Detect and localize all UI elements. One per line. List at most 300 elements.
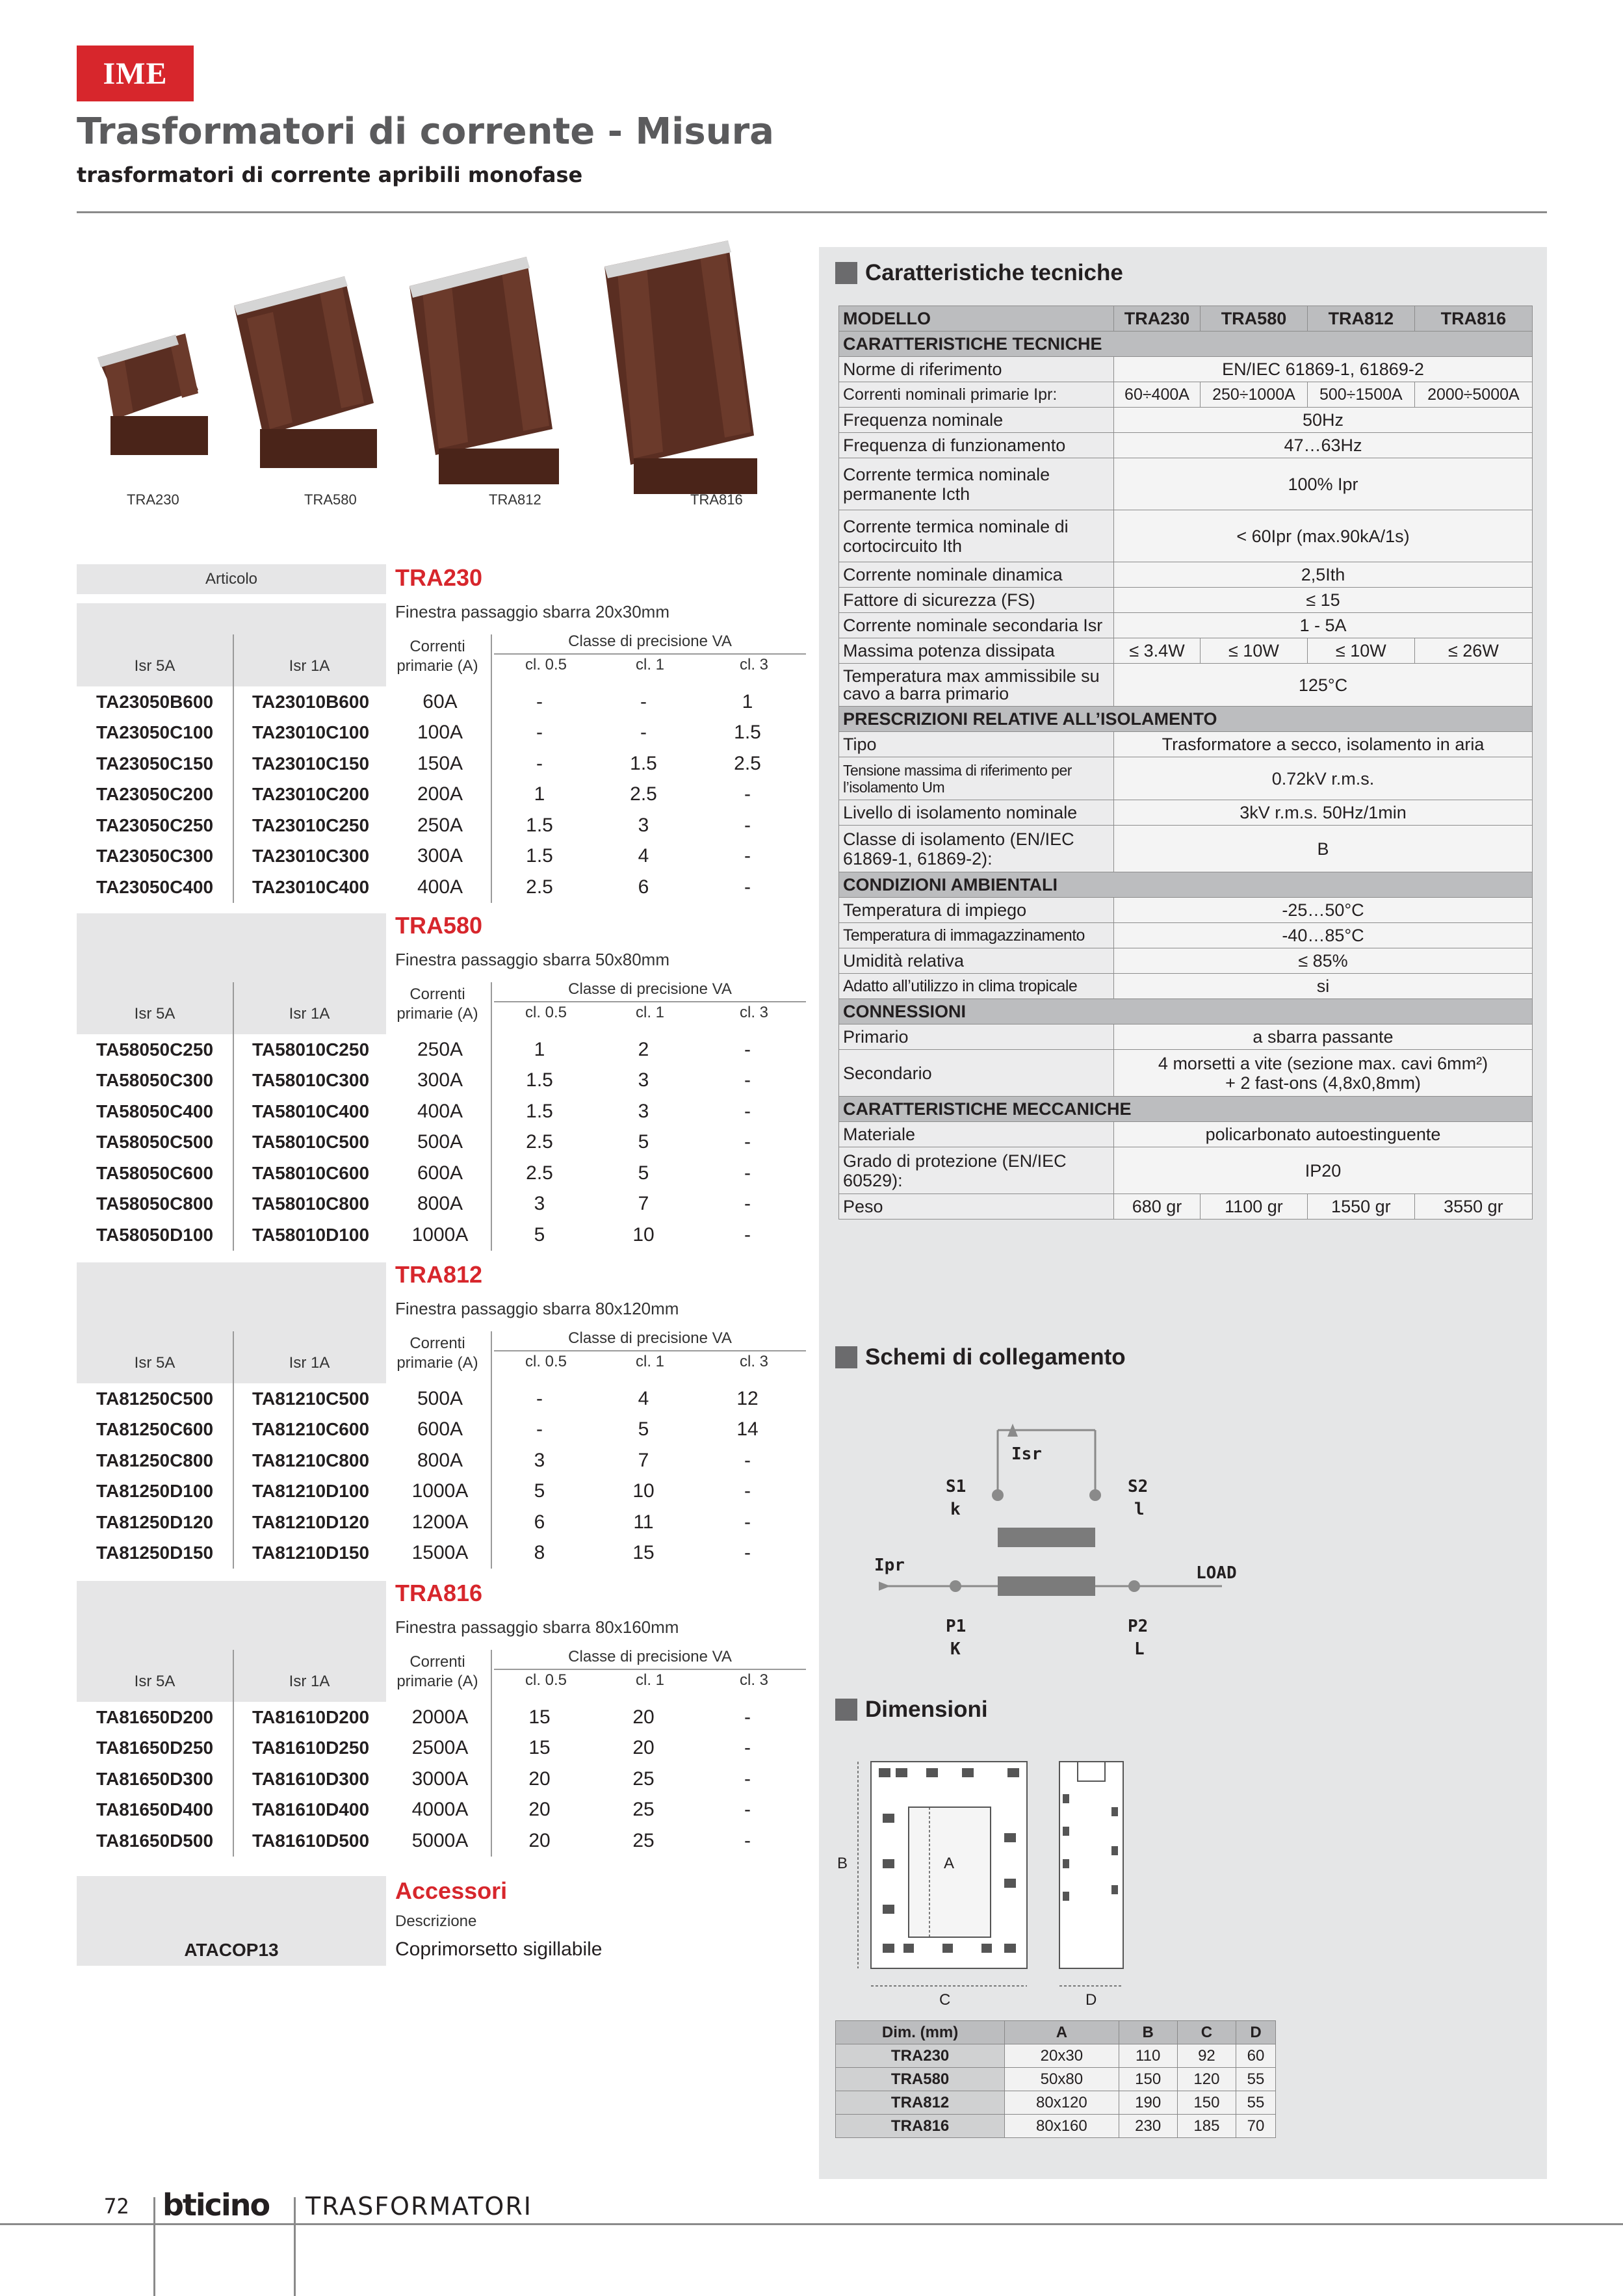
cl05-value: 2.5 (526, 876, 553, 898)
cl3-value: 14 (736, 1418, 759, 1441)
product-row (77, 1220, 811, 1251)
spec-value: 2,5Ith (1114, 562, 1533, 588)
dim-header-cell: A (1005, 2021, 1119, 2044)
table-cell (839, 357, 1533, 382)
primary-current: 600A (417, 1418, 463, 1441)
spec-label: Massima potenza dissipata (839, 638, 1114, 664)
cl3-value: 12 (736, 1387, 759, 1409)
cl3-value: - (744, 1799, 751, 1821)
cl05-value: 20 (528, 1768, 551, 1790)
table-cell (839, 510, 1533, 562)
primary-current: 250A (417, 1038, 463, 1060)
isr5-label: Isr 5A (134, 1354, 175, 1372)
code-1a: TA81610D200 (252, 1706, 370, 1727)
spec-value: Trasformatore a secco, isolamento in aria (1114, 732, 1533, 757)
code-1a: TA23010C200 (252, 784, 370, 805)
dim-header-row (836, 2021, 1276, 2044)
dim-value: 80x120 (1005, 2091, 1119, 2115)
code-5a: TA81250C800 (96, 1450, 214, 1470)
spec-label: Peso (839, 1194, 1114, 1220)
cl1-value: 4 (638, 1387, 649, 1409)
product-row (77, 1795, 811, 1826)
code-1a: TA23010C250 (252, 815, 370, 835)
cl3-value: - (744, 783, 751, 805)
dim-value: 150 (1119, 2068, 1177, 2091)
dim-header-cell: B (1119, 2021, 1177, 2044)
table-cell (839, 872, 1533, 898)
specs-table (838, 306, 1533, 1220)
classe-label: Classe di precisione VA (568, 1329, 732, 1347)
dim-model: TRA580 (836, 2068, 1005, 2091)
primarie-label: primarie (A) (396, 657, 478, 675)
spec-value: ≤ 10W (1307, 638, 1414, 664)
dimension-drawing (832, 1749, 1144, 2009)
cl05-value: 2.5 (526, 1162, 553, 1184)
table-cell (839, 923, 1533, 948)
tra580-photo (234, 276, 377, 468)
class-col-cl1: cl. 1 (635, 656, 664, 673)
table-cell (839, 732, 1533, 757)
code-1a: TA81610D300 (252, 1768, 370, 1789)
table-cell (839, 1122, 1533, 1147)
cl3-value: - (744, 1100, 751, 1122)
code-1a: TA23010C400 (252, 876, 370, 897)
class-col-cl3: cl. 3 (739, 656, 768, 673)
cl1-value: 4 (638, 845, 649, 867)
cl3-value: - (744, 1706, 751, 1728)
primary-current: 800A (417, 1449, 463, 1471)
spec-value: a sbarra passante (1114, 1024, 1533, 1050)
dim-value: 80x160 (1005, 2115, 1119, 2138)
dim-value: 70 (1236, 2115, 1276, 2138)
cl1-value: - (640, 722, 647, 744)
section-window: Finestra passaggio sbarra 20x30mm (395, 602, 669, 621)
code-5a: TA81650D400 (96, 1799, 214, 1820)
primary-current: 250A (417, 814, 463, 836)
primary-current: 3000A (411, 1768, 469, 1790)
table-cell (839, 800, 1533, 826)
articolo-label: Articolo (77, 564, 386, 594)
square-bullet-icon (835, 1346, 857, 1368)
footer-section: TRASFORMATORI (305, 2192, 532, 2221)
cl1-value: 2.5 (630, 783, 657, 805)
cl05-value: 1 (534, 783, 545, 805)
classe-label: Classe di precisione VA (568, 1648, 732, 1665)
cl3-value: - (744, 1069, 751, 1091)
dim-row (836, 2115, 1276, 2138)
cl05-value: 2.5 (526, 1131, 553, 1153)
spec-label: Temperatura di impiego (839, 898, 1114, 923)
photo-label-tra230: TRA230 (127, 491, 179, 508)
cl1-value: 1.5 (630, 752, 657, 774)
spec-value: 0.72kV r.m.s. (1114, 757, 1533, 800)
spec-value: 680 gr (1114, 1194, 1201, 1220)
dim-model: TRA816 (836, 2115, 1005, 2138)
dim-value: 150 (1177, 2091, 1236, 2115)
table-cell (839, 408, 1533, 433)
ime-logo: IME (77, 46, 194, 101)
footer-divider (153, 2197, 155, 2296)
photo-label-tra812: TRA812 (489, 491, 541, 508)
primarie-label: primarie (A) (396, 1354, 478, 1372)
code-5a: TA23050C200 (96, 784, 214, 805)
label-k-small: k (950, 1500, 961, 1519)
spec-label: Tipo (839, 732, 1114, 757)
table-cell (839, 588, 1533, 613)
class-col-cl05: cl. 0.5 (525, 1671, 567, 1689)
spec-value-line2: + 2 fast-ons (4,8x0,8mm) (1225, 1073, 1421, 1093)
cl1-value: 7 (638, 1449, 649, 1471)
code-1a: TA81610D250 (252, 1738, 370, 1758)
primary-current: 4000A (411, 1799, 469, 1821)
code-1a: TA81210C600 (252, 1419, 370, 1440)
product-row (77, 1383, 811, 1415)
spec-label: Corrente nominale secondaria Isr (839, 613, 1114, 638)
dim-model: TRA812 (836, 2091, 1005, 2115)
cl1-value: 10 (632, 1223, 655, 1246)
class-col-cl1: cl. 1 (635, 1353, 664, 1370)
spec-category: CONNESSIONI (839, 999, 1533, 1024)
tra812-photo (409, 257, 559, 484)
product-row (77, 1127, 811, 1158)
spec-value: 3550 gr (1414, 1194, 1532, 1220)
spec-value: IP20 (1114, 1147, 1533, 1194)
accessori-desc: Coprimorsetto sigillabile (395, 1938, 603, 1960)
spec-value: B (1114, 826, 1533, 872)
cl3-value: - (744, 876, 751, 898)
code-1a: TA81210C500 (252, 1388, 370, 1409)
spec-value: ≤ 85% (1114, 948, 1533, 974)
cl05-value: 1.5 (526, 845, 553, 867)
code-5a: TA81250C500 (96, 1388, 214, 1409)
dim-row (836, 2068, 1276, 2091)
code-5a: TA81650D300 (96, 1768, 214, 1789)
table-cell (839, 757, 1533, 800)
cl3-value: - (744, 1193, 751, 1215)
dimensions-table (835, 2020, 1276, 2138)
primary-current: 150A (417, 752, 463, 774)
code-5a: TA23050C100 (96, 722, 214, 743)
code-5a: TA23050C300 (96, 846, 214, 867)
table-cell (839, 332, 1533, 357)
dim-label-a: A (944, 1855, 955, 1872)
spec-label: Frequenza nominale (839, 408, 1114, 433)
class-col-cl05: cl. 0.5 (525, 1353, 567, 1370)
section-window: Finestra passaggio sbarra 80x160mm (395, 1617, 679, 1637)
dimensioni-heading: Dimensioni (835, 1697, 988, 1723)
table-cell (839, 898, 1533, 923)
cl05-value: - (536, 1418, 543, 1441)
cl05-value: 1.5 (526, 814, 553, 836)
product-row (77, 810, 811, 841)
code-1a: TA23010C100 (252, 722, 370, 743)
table-cell (839, 948, 1533, 974)
cl05-value: 8 (534, 1542, 545, 1564)
spec-label: Secondario (839, 1050, 1114, 1097)
photo-label-tra816: TRA816 (690, 491, 743, 508)
code-1a: TA23010C300 (252, 846, 370, 867)
cl1-value: 25 (632, 1829, 655, 1851)
product-row (77, 1825, 811, 1857)
page-subtitle: trasformatori di corrente apribili monofase (77, 163, 583, 187)
code-1a: TA81210C800 (252, 1450, 370, 1470)
cl05-value: 1.5 (526, 1100, 553, 1122)
cl1-value: 20 (632, 1706, 655, 1728)
code-5a: TA81250D150 (96, 1543, 214, 1563)
cl05-value: 5 (534, 1480, 545, 1502)
primary-current: 400A (417, 876, 463, 898)
specs-header-tra580: TRA580 (1201, 306, 1308, 332)
cl1-value: 25 (632, 1768, 655, 1790)
spec-label: Classe di isolamento (EN/IEC 61869-1, 61869-2): (839, 826, 1114, 872)
section-title: TRA230 (395, 564, 483, 591)
cl3-value: - (744, 814, 751, 836)
spec-category: CONDIZIONI AMBIENTALI (839, 872, 1533, 898)
cl05-value: 1.5 (526, 1069, 553, 1091)
code-1a: TA81610D400 (252, 1799, 370, 1820)
cl05-value: 15 (528, 1737, 551, 1759)
dim-header-cell: D (1236, 2021, 1276, 2044)
code-5a: TA23050C250 (96, 815, 214, 835)
code-5a: TA58050C300 (96, 1070, 214, 1091)
dim-label-d: D (1085, 1991, 1097, 2009)
code-1a: TA58010D100 (252, 1224, 370, 1245)
cl3-value: - (744, 1511, 751, 1533)
label-load: LOAD (1196, 1563, 1237, 1583)
code-5a: TA58050D100 (96, 1224, 214, 1245)
product-row (77, 841, 811, 872)
spec-category: PRESCRIZIONI RELATIVE ALL’ISOLAMENTO (839, 707, 1533, 732)
dim-row (836, 2091, 1276, 2115)
product-row (77, 718, 811, 749)
primary-current: 300A (417, 1069, 463, 1091)
table-cell (839, 562, 1533, 588)
dim-value: 55 (1236, 2068, 1276, 2091)
primary-current: 2000A (411, 1706, 469, 1728)
spec-label: Livello di isolamento nominale (839, 800, 1114, 826)
primary-current: 100A (417, 722, 463, 744)
spec-label: Materiale (839, 1122, 1114, 1147)
classe-label: Classe di precisione VA (568, 633, 732, 650)
primary-current: 1200A (411, 1511, 469, 1533)
class-col-cl3: cl. 3 (739, 1353, 768, 1370)
specs-header-row (839, 306, 1533, 332)
isr5-label: Isr 5A (134, 657, 175, 675)
cl1-value: 2 (638, 1038, 649, 1060)
spec-value: 500÷1500A (1307, 382, 1414, 408)
primary-current: 60A (422, 690, 458, 712)
classe-rule (494, 1669, 806, 1670)
table-cell (839, 664, 1533, 707)
cl05-value: - (536, 1387, 543, 1409)
spec-value: ≤ 15 (1114, 588, 1533, 613)
section-title: TRA816 (395, 1580, 483, 1606)
code-1a: TA58010C400 (252, 1101, 370, 1121)
spec-value: 47…63Hz (1114, 433, 1533, 458)
code-1a: TA58010C250 (252, 1039, 370, 1060)
cl1-value: 3 (638, 1069, 649, 1091)
footer-divider (294, 2197, 296, 2296)
spec-label: Corrente termica nominale permanente Icth (839, 458, 1114, 510)
table-cell (839, 638, 1533, 664)
table-cell (839, 1050, 1533, 1097)
code-5a: TA23050C150 (96, 753, 214, 774)
code-5a: TA81250D120 (96, 1511, 214, 1532)
accessori-code: ATACOP13 (184, 1940, 279, 1960)
spec-value: 125°C (1114, 664, 1533, 707)
spec-label: Correnti nominali primarie Ipr: (839, 382, 1114, 408)
product-row (77, 1733, 811, 1764)
product-row (77, 686, 811, 718)
spec-value: 1550 gr (1307, 1194, 1414, 1220)
spec-category: CARATTERISTICHE MECCANICHE (839, 1097, 1533, 1122)
spec-category: CARATTERISTICHE TECNICHE (839, 332, 1533, 357)
cl05-value: - (536, 752, 543, 774)
cl3-value: - (744, 1480, 751, 1502)
spec-value: ≤ 10W (1201, 638, 1308, 664)
label-s2: S2 (1128, 1477, 1149, 1496)
cl3-value: 1.5 (734, 722, 761, 744)
dim-value: 92 (1177, 2044, 1236, 2068)
classe-label: Classe di precisione VA (568, 980, 732, 998)
correnti-label: Correnti (409, 638, 465, 655)
code-1a: TA81210D100 (252, 1481, 370, 1502)
cl05-value: 20 (528, 1799, 551, 1821)
cl05-value: 5 (534, 1223, 545, 1246)
spec-value: 50Hz (1114, 408, 1533, 433)
product-row (77, 1538, 811, 1569)
spec-label: Umidità relativa (839, 948, 1114, 974)
code-5a: TA58050C400 (96, 1101, 214, 1121)
primary-current: 5000A (411, 1829, 469, 1851)
cl1-value: 25 (632, 1799, 655, 1821)
specs-header-tra816: TRA816 (1414, 306, 1532, 332)
isr1-label: Isr 1A (289, 657, 330, 675)
section-window: Finestra passaggio sbarra 80x120mm (395, 1299, 679, 1318)
isr5-label: Isr 5A (134, 1005, 175, 1023)
accessori-title: Accessori (395, 1877, 508, 1904)
spec-value: EN/IEC 61869-1, 61869-2 (1114, 357, 1533, 382)
schemi-heading: Schemi di collegamento (835, 1344, 1126, 1370)
cl3-value: - (744, 1131, 751, 1153)
cl1-value: 5 (638, 1162, 649, 1184)
specs-header-model: MODELLO (839, 306, 1114, 332)
table-cell (839, 1024, 1533, 1050)
cl3-value: 1 (742, 690, 753, 712)
dim-value: 50x80 (1005, 2068, 1119, 2091)
table-cell (839, 1147, 1533, 1194)
product-row (77, 779, 811, 811)
spec-value: 1 - 5A (1114, 613, 1533, 638)
table-cell (839, 999, 1533, 1024)
primary-current: 500A (417, 1387, 463, 1409)
correnti-label: Correnti (409, 1335, 465, 1352)
primarie-label: primarie (A) (396, 1005, 478, 1023)
product-row (77, 1065, 811, 1097)
code-1a: TA58010C600 (252, 1162, 370, 1183)
footer-rule (0, 2223, 1623, 2225)
spec-value: policarbonato autoestinguente (1114, 1122, 1533, 1147)
spec-value: 250÷1000A (1201, 382, 1308, 408)
table-cell (839, 826, 1533, 872)
spec-value: 2000÷5000A (1414, 382, 1532, 408)
spec-label: Temperatura di immagazzinamento (839, 923, 1114, 948)
dim-value: 20x30 (1005, 2044, 1119, 2068)
primary-current: 600A (417, 1162, 463, 1184)
section-title: TRA812 (395, 1261, 483, 1288)
class-col-cl1: cl. 1 (635, 1004, 664, 1021)
spec-value: < 60Ipr (max.90kA/1s) (1114, 510, 1533, 562)
primary-current: 1500A (411, 1542, 469, 1564)
table-cell (839, 382, 1533, 408)
classe-rule (494, 1350, 806, 1351)
label-ipr: Ipr (874, 1556, 905, 1575)
cl3-value: - (744, 1162, 751, 1184)
product-photos (84, 241, 780, 514)
primary-current: 200A (417, 783, 463, 805)
class-col-cl1: cl. 1 (635, 1671, 664, 1689)
spec-value: 100% Ipr (1114, 458, 1533, 510)
product-row (77, 1476, 811, 1507)
accessori-desc-label: Descrizione (395, 1912, 477, 1930)
spec-label: Corrente nominale dinamica (839, 562, 1114, 588)
spec-label: Frequenza di funzionamento (839, 433, 1114, 458)
spec-value: ≤ 26W (1414, 638, 1532, 664)
classe-rule (494, 653, 806, 655)
label-s1: S1 (946, 1477, 967, 1496)
spec-value: si (1114, 974, 1533, 999)
product-row (77, 1507, 811, 1538)
cl05-value: 20 (528, 1829, 551, 1851)
primary-current: 300A (417, 845, 463, 867)
product-row (77, 1702, 811, 1733)
spec-value (1114, 1050, 1533, 1097)
class-col-cl05: cl. 0.5 (525, 656, 567, 673)
tra230-photo (97, 333, 208, 455)
cl1-value: - (640, 690, 647, 712)
code-5a: TA58050C250 (96, 1039, 214, 1060)
spec-label: Primario (839, 1024, 1114, 1050)
table-cell (839, 1194, 1533, 1220)
spec-value: 1100 gr (1201, 1194, 1308, 1220)
specs-header-tra230: TRA230 (1114, 306, 1201, 332)
code-5a: TA58050C500 (96, 1132, 214, 1153)
spec-label: Tensione massima di riferimento per l’isolamento Um (839, 757, 1114, 800)
page-title: Trasformatori di corrente - Misura (77, 111, 774, 153)
cl1-value: 5 (638, 1418, 649, 1441)
primary-current: 800A (417, 1193, 463, 1215)
label-l-big: L (1134, 1639, 1145, 1659)
class-col-cl3: cl. 3 (739, 1671, 768, 1689)
cl1-value: 11 (633, 1511, 654, 1533)
product-row (77, 1764, 811, 1795)
code-5a: TA23050B600 (96, 691, 214, 712)
spec-value: 3kV r.m.s. 50Hz/1min (1114, 800, 1533, 826)
square-bullet-icon (835, 1699, 857, 1721)
spec-label: Adatto all’utilizzo in clima tropicale (839, 974, 1114, 999)
label-p2: P2 (1128, 1617, 1149, 1636)
cl1-value: 6 (638, 876, 649, 898)
cl05-value: 3 (534, 1193, 545, 1215)
cl1-value: 20 (632, 1737, 655, 1759)
cl1-value: 15 (632, 1542, 655, 1564)
bticino-logo: bticino (162, 2187, 270, 2223)
cl05-value: 15 (528, 1706, 551, 1728)
cl1-value: 7 (638, 1193, 649, 1215)
spec-label: Norme di riferimento (839, 357, 1114, 382)
primary-current: 2500A (411, 1737, 469, 1759)
isr1-label: Isr 1A (289, 1005, 330, 1023)
